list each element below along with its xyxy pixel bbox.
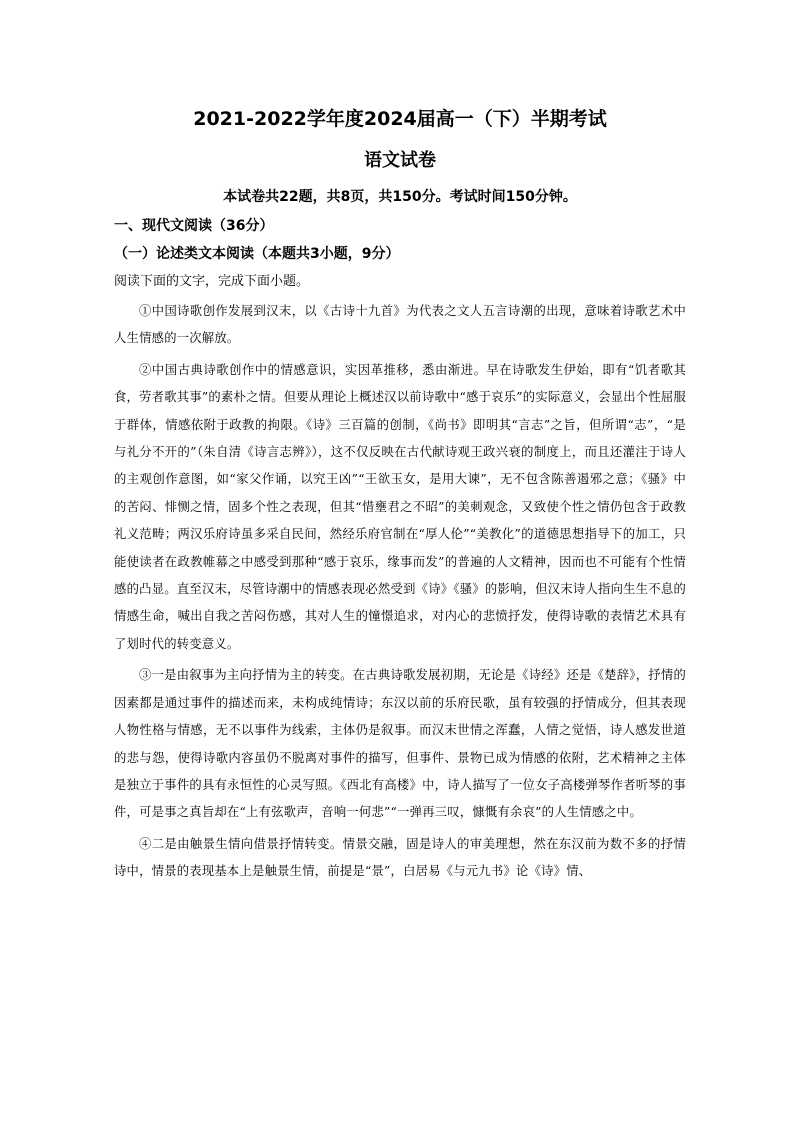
- section-one-heading: 一、现代文阅读（36分）: [114, 218, 274, 234]
- exam-page: [114, 102, 686, 886]
- exam-subject: 语文试卷: [364, 150, 436, 171]
- passage-paragraph-4: ④二是由触景生情向借景抒情转变。情景交融，固是诗人的审美理想，然在东汉前为数不多的抒情诗中，情景的表现基本上是触景生情，前提是“景”，白居易《与元九书》论《诗》情、: [114, 836, 686, 879]
- passage-paragraph-2: ②中国古典诗歌创作中的情感意识，实因革推移，悉由渐进。早在诗歌发生伊始，即有“饥者歌其食，劳者歌其事”的素朴之情。但要从理论上概述汉以前诗歌中“感于哀乐”的实际意义，会显出个性屈服于群体，情感依附于政教的拘限。《诗》三百篇的创制，《尚书》即明其“言志”之旨，但所谓“志”，“是与礼分不开的”（朱自清《诗言志辨》），这不仅反映在古代献诗观王政兴衰的制度上，而且还灌注于诗人的主观创作意图，如“家父作诵，以究王凶”“王欲玉女，是用大谏”，无不包含陈善遏邪之意；《骚》中的苦闷、悱恻之情，固多个性之表现，但其“惜壅君之不昭”的美刺观念，又致使个性之情仍包含于政教礼义范畴；两汉乐府诗虽多采自民间，然经乐府官制在“厚人伦”“美教化”的道德思想指导下的加工，只能使读者在政教帷幕之中感受到那种“感于哀乐，缘事而发”的普遍的人文精神，因而也不可能有个性情感的凸显。直至汉末，尽管诗潮中的情感表现必然受到《诗》《骚》的影响，但汉末诗人指向生生不息的情感生命，喊出自我之苦闷伤感，其对人生的憧憬追求，对内心的悲愤抒发，使得诗歌的表情艺术具有了划时代的转变意义。: [114, 362, 686, 651]
- exam-title: 2021-2022学年度2024届高一（下）半期考试: [193, 108, 607, 130]
- passage-paragraph-1: ①中国诗歌创作发展到汉末，以《古诗十九首》为代表之文人五言诗潮的出现，意味着诗歌艺术中人生情感的一次解放。: [114, 304, 686, 346]
- part-one-heading: （一）论述类文本阅读（本题共3小题，9分）: [114, 246, 400, 262]
- reading-instruction: 阅读下面的文字，完成下面小题。: [114, 274, 310, 289]
- exam-info: 本试卷共22题，共8页，共150分。考试时间150分钟。: [223, 189, 577, 205]
- passage-paragraph-3: ③一是由叙事为主向抒情为主的转变。在古典诗歌发展初期，无论是《诗经》还是《楚辞》，抒情的因素都是通过事件的描述而来，未构成纯情诗；东汉以前的乐府民歌，虽有较强的抒情成分，但其表现人物性格与情感，无不以事件为线索，主体仍是叙事。而汉末世情之浑蠢，人情之觉悟，诗人感发世道的悲与怨，使得诗歌内容虽仍不脱离对事件的描写，但事件、景物已成为情感的依附，艺术精神之主体是独立于事件的具有永恒性的心灵写照。《西北有高楼》中，诗人描写了一位女子高楼弹琴作者听琴的事件，可是事之真旨却在“上有弦歌声，音响一何悲”“一弹再三叹，慷慨有余哀”的人生情感之中。: [114, 668, 686, 820]
- reading-passage: [114, 298, 686, 886]
